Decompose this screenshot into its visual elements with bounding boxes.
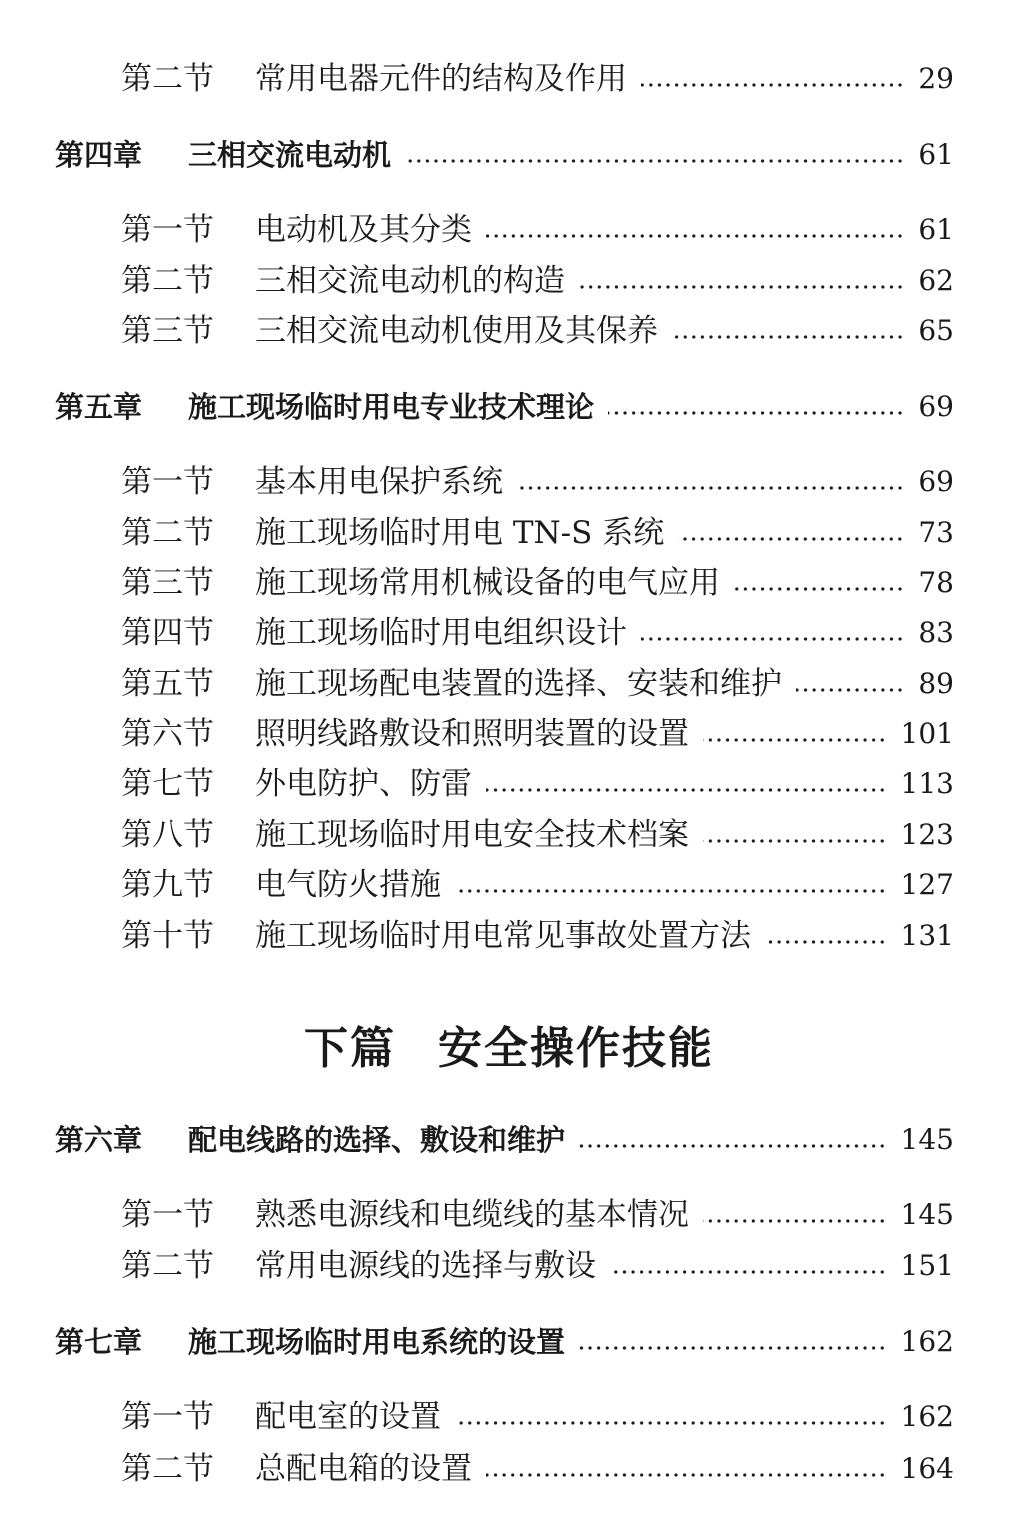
toc-label: 第十节 <box>121 918 214 954</box>
dot-leader <box>608 411 904 415</box>
toc-page-number: 123 <box>900 818 954 851</box>
toc-title: 施工现场临时用电 TN-S 系统 <box>255 515 665 551</box>
toc-page-number: 73 <box>918 516 954 549</box>
dot-leader <box>672 335 904 339</box>
toc-page-number: 162 <box>900 1325 954 1358</box>
toc-section-row[interactable] <box>0 1397 1018 1437</box>
toc-label: 第二节 <box>121 1451 214 1487</box>
toc-title: 配电线路的选择、敷设和维护 <box>188 1123 566 1157</box>
dot-leader <box>455 889 887 893</box>
toc-page-number: 131 <box>900 919 954 952</box>
toc-title: 施工现场常用机械设备的电气应用 <box>255 565 720 601</box>
toc-page-number: 78 <box>918 566 954 599</box>
toc-page-number: 101 <box>900 717 954 750</box>
dot-leader <box>641 637 904 641</box>
toc-title: 电动机及其分类 <box>255 212 472 248</box>
toc-section-row[interactable] <box>0 261 1018 301</box>
toc-label: 第二节 <box>121 1248 214 1284</box>
toc-label: 第六节 <box>121 716 214 752</box>
toc-label: 第五章 <box>55 390 143 424</box>
toc-section-row[interactable] <box>0 815 1018 855</box>
toc-section-row[interactable] <box>0 664 1018 704</box>
toc-label: 第四章 <box>55 138 143 172</box>
toc-title: 施工现场临时用电安全技术档案 <box>255 817 689 853</box>
toc-section-row[interactable] <box>0 865 1018 905</box>
toc-title: 三相交流电动机的构造 <box>255 263 565 299</box>
toc-page-number: 83 <box>918 616 954 649</box>
toc-page-number: 113 <box>900 767 954 800</box>
toc-title: 施工现场临时用电系统的设置 <box>188 1325 566 1359</box>
toc-section-row[interactable] <box>0 462 1018 502</box>
toc-section-row[interactable] <box>0 613 1018 653</box>
toc-label: 第三节 <box>121 313 214 349</box>
toc-page-number: 145 <box>900 1198 954 1231</box>
toc-label: 第七章 <box>55 1325 143 1359</box>
dot-leader <box>765 940 887 944</box>
dot-leader <box>517 486 904 490</box>
toc-chapter-row[interactable] <box>0 135 1018 175</box>
toc-title: 施工现场临时用电组织设计 <box>255 615 627 651</box>
toc-page-number: 164 <box>900 1452 954 1485</box>
toc-label: 第五节 <box>121 666 214 702</box>
toc-section-row[interactable] <box>0 916 1018 956</box>
toc-title: 常用电源线的选择与敷设 <box>255 1248 596 1284</box>
toc-title: 总配电箱的设置 <box>255 1451 472 1487</box>
toc-section-row[interactable] <box>0 311 1018 351</box>
toc-label: 第一节 <box>121 1197 214 1233</box>
toc-page-number: 62 <box>918 264 954 297</box>
toc-label: 第四节 <box>121 615 214 651</box>
toc-page-number: 61 <box>918 138 954 171</box>
toc-page-number: 145 <box>900 1123 954 1156</box>
toc-chapter-row[interactable] <box>0 1322 1018 1362</box>
toc-label: 第八节 <box>121 817 214 853</box>
toc-title: 电气防火措施 <box>255 867 441 903</box>
toc-label: 第六章 <box>55 1123 143 1157</box>
toc-page-number: 151 <box>900 1249 954 1282</box>
toc-page-number: 69 <box>918 390 954 423</box>
toc-label: 第一节 <box>121 1399 214 1435</box>
toc-title: 施工现场临时用电常见事故处置方法 <box>255 918 751 954</box>
toc-page-number: 127 <box>900 868 954 901</box>
dot-leader <box>579 285 904 289</box>
toc-title: 常用电器元件的结构及作用 <box>255 61 627 97</box>
toc-label: 第二节 <box>121 515 214 551</box>
toc-title: 三相交流电动机使用及其保养 <box>255 313 658 349</box>
toc-title: 施工现场配电装置的选择、安装和维护 <box>255 666 782 702</box>
toc-section-row[interactable] <box>0 210 1018 250</box>
toc-page-number: 61 <box>918 213 954 246</box>
toc-label: 第二节 <box>121 61 214 97</box>
dot-leader <box>486 234 904 238</box>
toc-page-number: 65 <box>918 314 954 347</box>
dot-leader <box>579 1144 887 1148</box>
toc-section-row[interactable] <box>0 59 1018 99</box>
toc-label: 第一节 <box>121 212 214 248</box>
toc-label: 第一节 <box>121 464 214 500</box>
toc-page-number: 29 <box>918 62 954 95</box>
part-heading <box>0 1012 1018 1076</box>
toc-chapter-row[interactable] <box>0 1120 1018 1160</box>
toc-label: 第二节 <box>121 263 214 299</box>
toc-title: 熟悉电源线和电缆线的基本情况 <box>255 1197 689 1233</box>
part-heading-title: 安全操作技能 <box>438 1023 714 1074</box>
part-heading-label: 下篇 <box>304 1023 396 1074</box>
dot-leader <box>610 1270 887 1274</box>
toc-section-row[interactable] <box>0 1195 1018 1235</box>
dot-leader <box>678 537 904 541</box>
dot-leader <box>734 587 904 591</box>
toc-section-row[interactable] <box>0 714 1018 754</box>
dot-leader <box>486 788 887 792</box>
toc-section-row[interactable] <box>0 764 1018 804</box>
dot-leader <box>579 1346 887 1350</box>
dot-leader <box>486 1473 887 1477</box>
toc-section-row[interactable] <box>0 1246 1018 1286</box>
toc-label: 第七节 <box>121 766 214 802</box>
toc-title: 三相交流电动机 <box>188 138 392 172</box>
toc-page-number: 89 <box>918 667 954 700</box>
dot-leader <box>703 738 887 742</box>
toc-label: 第九节 <box>121 867 214 903</box>
toc-section-row[interactable] <box>0 513 1018 553</box>
toc-section-row[interactable] <box>0 563 1018 603</box>
dot-leader <box>455 1421 887 1425</box>
dot-leader <box>703 839 887 843</box>
toc-label: 第三节 <box>121 565 214 601</box>
dot-leader <box>641 83 904 87</box>
dot-leader <box>796 688 904 692</box>
dot-leader <box>405 159 904 163</box>
toc-section-row[interactable] <box>0 1449 1018 1489</box>
toc-title: 基本用电保护系统 <box>255 464 503 500</box>
toc-title: 配电室的设置 <box>255 1399 441 1435</box>
toc-title: 施工现场临时用电专业技术理论 <box>188 390 595 424</box>
toc-page-number: 69 <box>918 465 954 498</box>
toc-chapter-row[interactable] <box>0 387 1018 427</box>
toc-title: 照明线路敷设和照明装置的设置 <box>255 716 689 752</box>
toc-title: 外电防护、防雷 <box>255 766 472 802</box>
dot-leader <box>703 1219 887 1223</box>
toc-page-number: 162 <box>900 1400 954 1433</box>
